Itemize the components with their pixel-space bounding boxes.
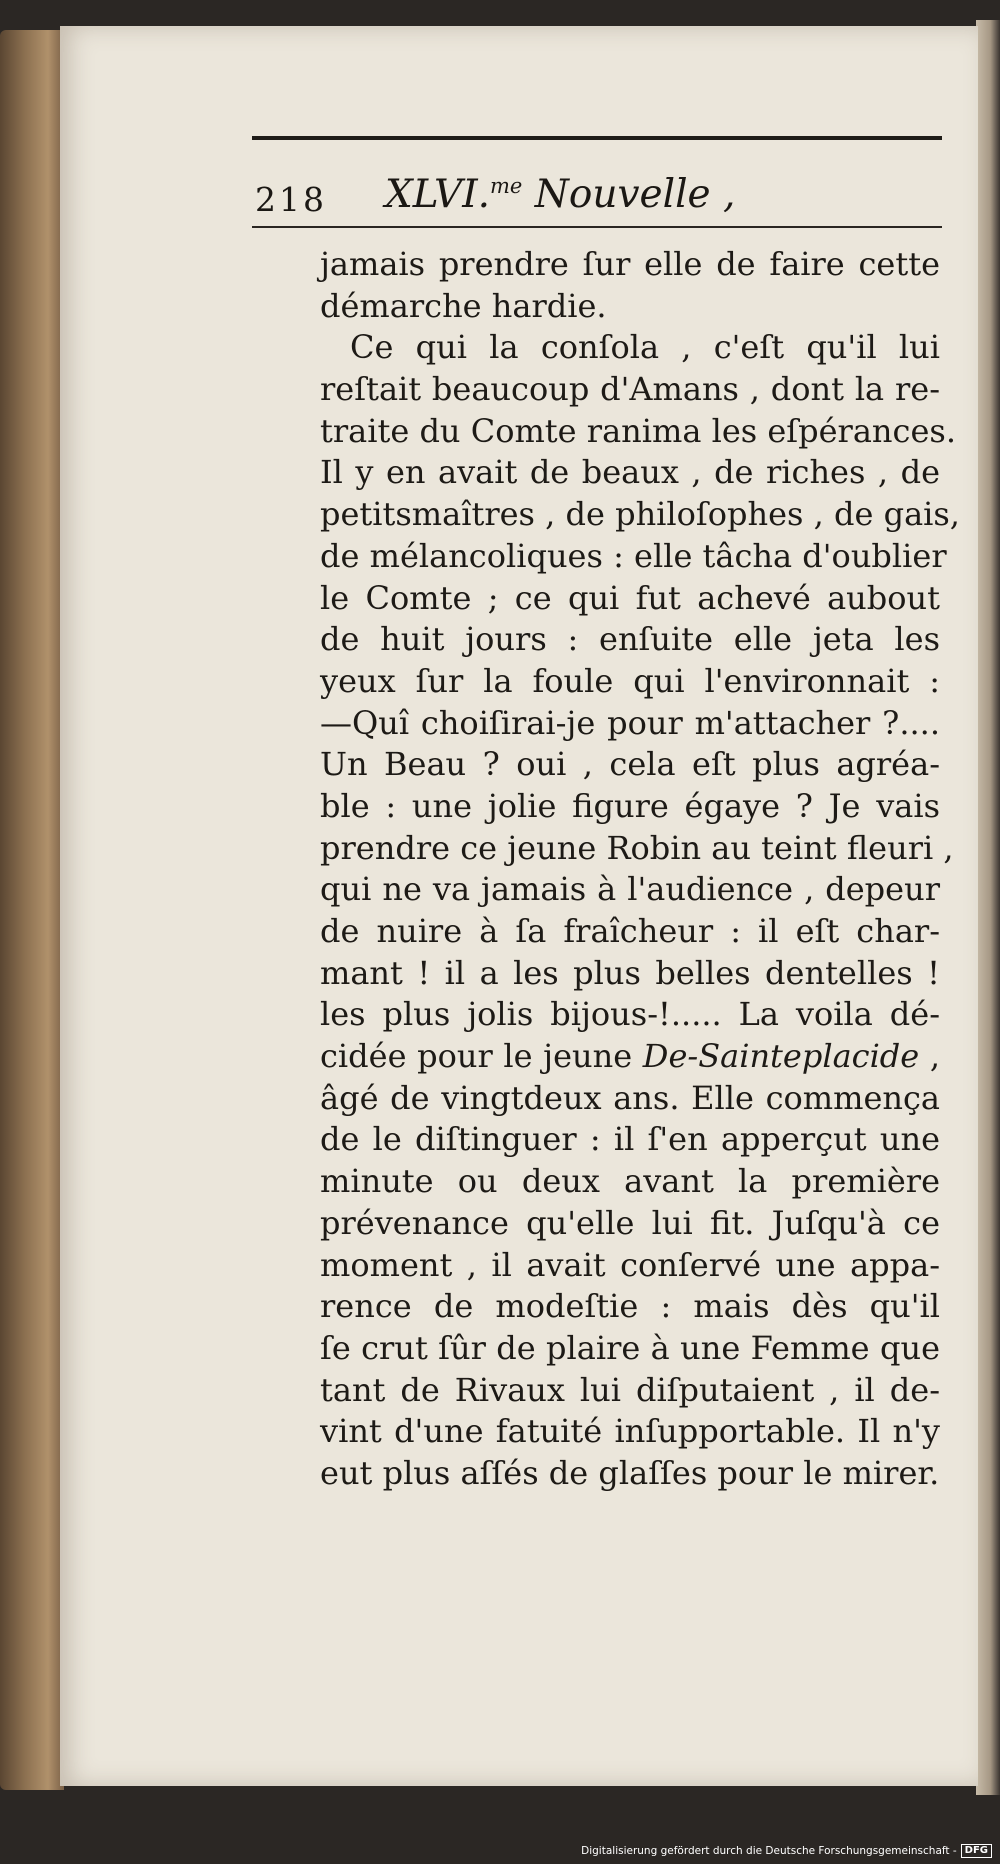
person-name: De-Sainteplacide — [642, 1037, 920, 1076]
text-line: de huit jours : enſuite elle jeta les — [320, 620, 940, 659]
text-segment: , — [919, 1037, 940, 1076]
book-spine — [0, 30, 64, 1790]
text-line: le Comte ; ce qui fut achevé aubout — [320, 578, 940, 617]
text-line: prévenance qu'elle lui fit. Juſqu'à ce — [320, 1203, 940, 1242]
body-text — [320, 244, 960, 1495]
text-line: de le diſtinguer : il ſ'en apperçut une — [320, 1120, 940, 1159]
text-line: les plus jolis bijous-!..... La voila dé- — [320, 995, 940, 1034]
text-line: démarche hardie. — [320, 286, 607, 325]
text-line: Il y en avait de beaux , de riches , de — [320, 453, 940, 492]
running-head — [385, 172, 735, 217]
page-header — [255, 172, 945, 224]
digitization-credit — [581, 1844, 992, 1858]
text-line: de nuire à ſa fraîcheur : il eſt char- — [320, 912, 940, 950]
text-line: moment , il avait conſervé une appa- — [320, 1245, 940, 1284]
header-rule-bottom — [252, 226, 942, 228]
text-line: prendre ce jeune Robin au teint fleuri , — [320, 828, 954, 867]
text-line: eut plus aſſés de glaſſes pour le mirer. — [320, 1453, 940, 1492]
text-line: ble : une jolie figure égaye ? Je vais — [320, 786, 940, 825]
text-line: Un Beau ? oui , cela eſt plus agréa- — [320, 745, 940, 784]
text-line: vint d'une fatuité inſupportable. Il n'y — [320, 1412, 940, 1451]
text-line: —Quî choiſirai-je pour m'attacher ?.... — [320, 703, 940, 742]
text-line — [320, 1036, 940, 1078]
text-line: ſe crut ſûr de plaire à une Femme que — [320, 1328, 940, 1367]
running-head-numeral: XLVI. — [385, 172, 491, 217]
text-line: traite du Comte ranima les eſpérances. — [320, 411, 956, 450]
credit-text: Digitalisierung gefördert durch die Deutsche Forschungsgemeinschaft - — [581, 1845, 957, 1857]
text-line: tant de Rivaux lui diſputaient , il de- — [320, 1370, 940, 1409]
text-line: qui ne va jamais à l'audience , depeur — [320, 870, 940, 909]
page-number: 218 — [255, 180, 327, 219]
text-line: minute ou deux avant la première — [320, 1162, 940, 1201]
text-line: jamais prendre ſur elle de faire cette — [320, 245, 940, 283]
text-line: reſtait beaucoup d'Amans , dont la re- — [320, 370, 940, 409]
text-line: de mélancoliques : elle tâcha d'oublier — [320, 536, 947, 575]
text-line: rence de modeſtie : mais dès qu'il — [320, 1287, 940, 1326]
text-line: âgé de vingtdeux ans. Elle commença — [320, 1078, 940, 1117]
text-line: petitsmaîtres , de philoſophes , de gais, — [320, 495, 960, 534]
page-edge — [976, 20, 1000, 1795]
header-rule-top — [252, 136, 942, 140]
text-segment: cidée pour le jeune — [320, 1037, 643, 1076]
text-line: mant ! il a les plus belles dentelles ! — [320, 953, 940, 992]
running-head-superscript: me — [490, 174, 523, 198]
running-head-title: Nouvelle , — [534, 172, 736, 217]
text-line: yeux ſur la foule qui l'environnait : — [320, 661, 940, 700]
dfg-logo: DFG — [961, 1844, 992, 1858]
text-line: Ce qui la conſola , c'eſt qu'il lui — [350, 328, 940, 367]
